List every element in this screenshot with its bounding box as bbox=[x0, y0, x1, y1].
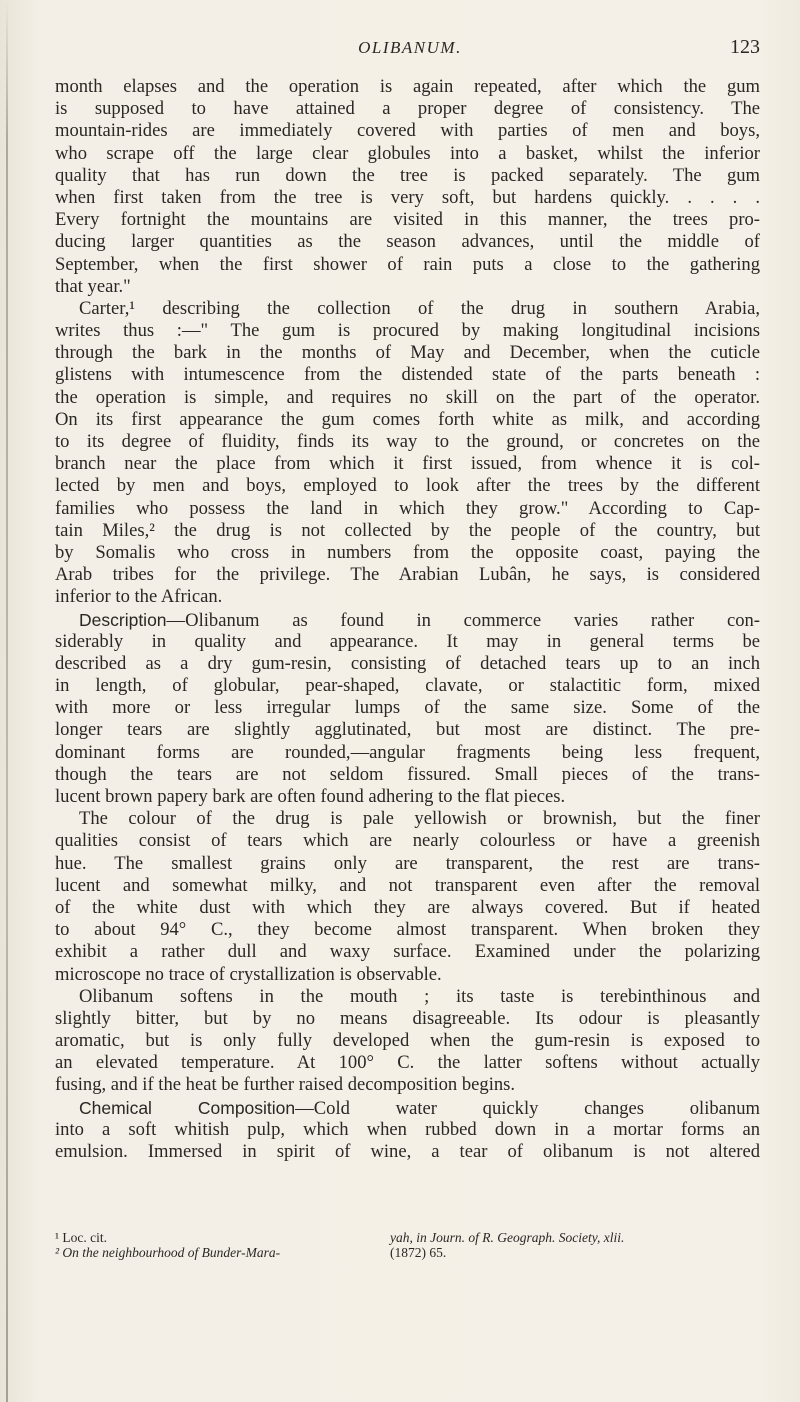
body-text bbox=[55, 76, 760, 1163]
text-line: Carter,¹ describing the collection of the drug in southern Arabia, bbox=[79, 297, 760, 319]
text-line: of the white dust with which they are always covered. But if heated bbox=[55, 896, 760, 918]
section-heading: Description bbox=[79, 609, 167, 630]
text-line: to its degree of fluidity, finds its way to the ground, or concretes on the bbox=[55, 431, 760, 452]
text-line: Olibanum softens in the mouth ; its taste is terebinthinous and bbox=[79, 985, 760, 1007]
text-line: qualities consist of tears which are nearly colourless or have a greenish bbox=[55, 830, 760, 852]
text-line: slightly bitter, but by no means disagreeable. Its odour is pleasantly bbox=[55, 1007, 760, 1029]
text-line: to about 94° C., they become almost transparent. When broken they bbox=[55, 919, 760, 941]
footnote-2-right: (1872) 65. bbox=[390, 1245, 447, 1260]
footnotes bbox=[55, 1230, 760, 1260]
text-line: quality that has run down the tree is packed separately. The gum bbox=[55, 164, 760, 186]
binding-gutter bbox=[6, 0, 8, 1402]
section-heading: Chemical Composition bbox=[79, 1097, 296, 1118]
text-line: in length, of globular, pear-shaped, clavate, or stalactitic form, mixed bbox=[55, 675, 760, 697]
text-line: fusing, and if the heat be further raised decomposition begins. bbox=[55, 1074, 516, 1096]
text-line: ducing larger quantities as the season advances, until the middle of bbox=[55, 231, 760, 253]
text-line: lucent brown papery bark are often found adhering to the flat pieces. bbox=[55, 786, 566, 807]
text-line: described as a dry gum-resin, consisting of detached tears up to an inch bbox=[55, 652, 760, 674]
page-number: 123 bbox=[730, 36, 760, 58]
text-line: into a soft whitish pulp, which when rubbed down in a mortar forms an bbox=[55, 1118, 760, 1140]
text-line: through the bark in the months of May and December, when the cuticle bbox=[55, 342, 760, 364]
text-line: glistens with intumescence from the distended state of the parts beneath : bbox=[55, 364, 760, 386]
text-line: lected by men and boys, employed to look after the trees by the different bbox=[55, 475, 760, 497]
text-line: though the tears are not seldom fissured. Small pieces of the trans- bbox=[55, 763, 760, 785]
text-line: Chemical Composition—Cold water quickly changes olibanum bbox=[79, 1097, 760, 1119]
text-line: microscope no trace of crystallization is observable. bbox=[55, 963, 442, 985]
footnote-row bbox=[55, 1245, 760, 1260]
text-line: The colour of the drug is pale yellowish or brownish, but the finer bbox=[79, 808, 760, 830]
text-line: when first taken from the tree is very soft, but hardens quickly. . . . . bbox=[55, 186, 760, 208]
text-line: longer tears are slightly agglutinated, but most are distinct. The pre- bbox=[55, 719, 760, 741]
text-line: Every fortnight the mountains are visited in this manner, the trees pro- bbox=[55, 209, 760, 231]
text-line: September, when the first shower of rain puts a close to the gathering bbox=[55, 253, 760, 275]
footnote-2-left: ² On the neighbourhood of Bunder-Mara- bbox=[55, 1245, 281, 1260]
text-line: that year." bbox=[55, 275, 131, 297]
text-line: inferior to the African. bbox=[55, 586, 223, 608]
text-line: by Somalis who cross in numbers from the opposite coast, paying the bbox=[55, 541, 760, 563]
text-line: an elevated temperature. At 100° C. the latter softens without actually bbox=[55, 1052, 760, 1074]
text-line: hue. The smallest grains only are transparent, the rest are trans- bbox=[55, 852, 760, 874]
footnote-row bbox=[55, 1230, 760, 1245]
text-line: emulsion. Immersed in spirit of wine, a tear of olibanum is not altered bbox=[55, 1141, 760, 1162]
text-line: exhibit a rather dull and waxy surface. Examined under the polarizing bbox=[55, 941, 760, 963]
text-line: Description—Olibanum as found in commerce varies rather con- bbox=[79, 609, 760, 631]
text-line: who scrape off the large clear globules into a basket, whilst the inferior bbox=[55, 142, 760, 164]
text-line: branch near the place from which it first issued, from whence it is col- bbox=[55, 453, 760, 475]
text-line: On its first appearance the gum comes forth white as milk, and according bbox=[55, 408, 760, 430]
text-line: aromatic, but is only fully developed when the gum-resin is exposed to bbox=[55, 1030, 760, 1052]
footnote-1-right bbox=[390, 1230, 760, 1245]
text-line: the operation is simple, and requires no skill on the part of the operator. bbox=[55, 386, 760, 408]
text-line: Arab tribes for the privilege. The Arabian Lubân, he says, is considered bbox=[55, 564, 760, 586]
running-title: OLIBANUM. bbox=[358, 38, 462, 57]
text-line: is supposed to have attained a proper degree of consistency. The bbox=[55, 98, 760, 120]
text-line: with more or less irregular lumps of the same size. Some of the bbox=[55, 697, 760, 719]
text-line: mountain-rides are immediately covered with parties of men and boys, bbox=[55, 120, 760, 142]
running-head bbox=[60, 30, 760, 60]
text-line: writes thus :—" The gum is procured by making longitudinal incisions bbox=[55, 320, 760, 342]
footnote-1-right-text: yah, in Journ. of R. Geograph. Society, xlii. bbox=[390, 1230, 625, 1245]
text-line: dominant forms are rounded,—angular fragments being less frequent, bbox=[55, 741, 760, 763]
text-line: siderably in quality and appearance. It may in general terms be bbox=[55, 630, 760, 652]
text-line: families who possess the land in which they grow." According to Cap- bbox=[55, 497, 760, 519]
text-line: month elapses and the operation is again repeated, after which the gum bbox=[55, 76, 760, 97]
text-line: tain Miles,² the drug is not collected by the people of the country, but bbox=[55, 519, 760, 541]
text-line: lucent and somewhat milky, and not transparent even after the removal bbox=[55, 874, 760, 896]
footnote-1-left: ¹ Loc. cit. bbox=[55, 1230, 108, 1245]
